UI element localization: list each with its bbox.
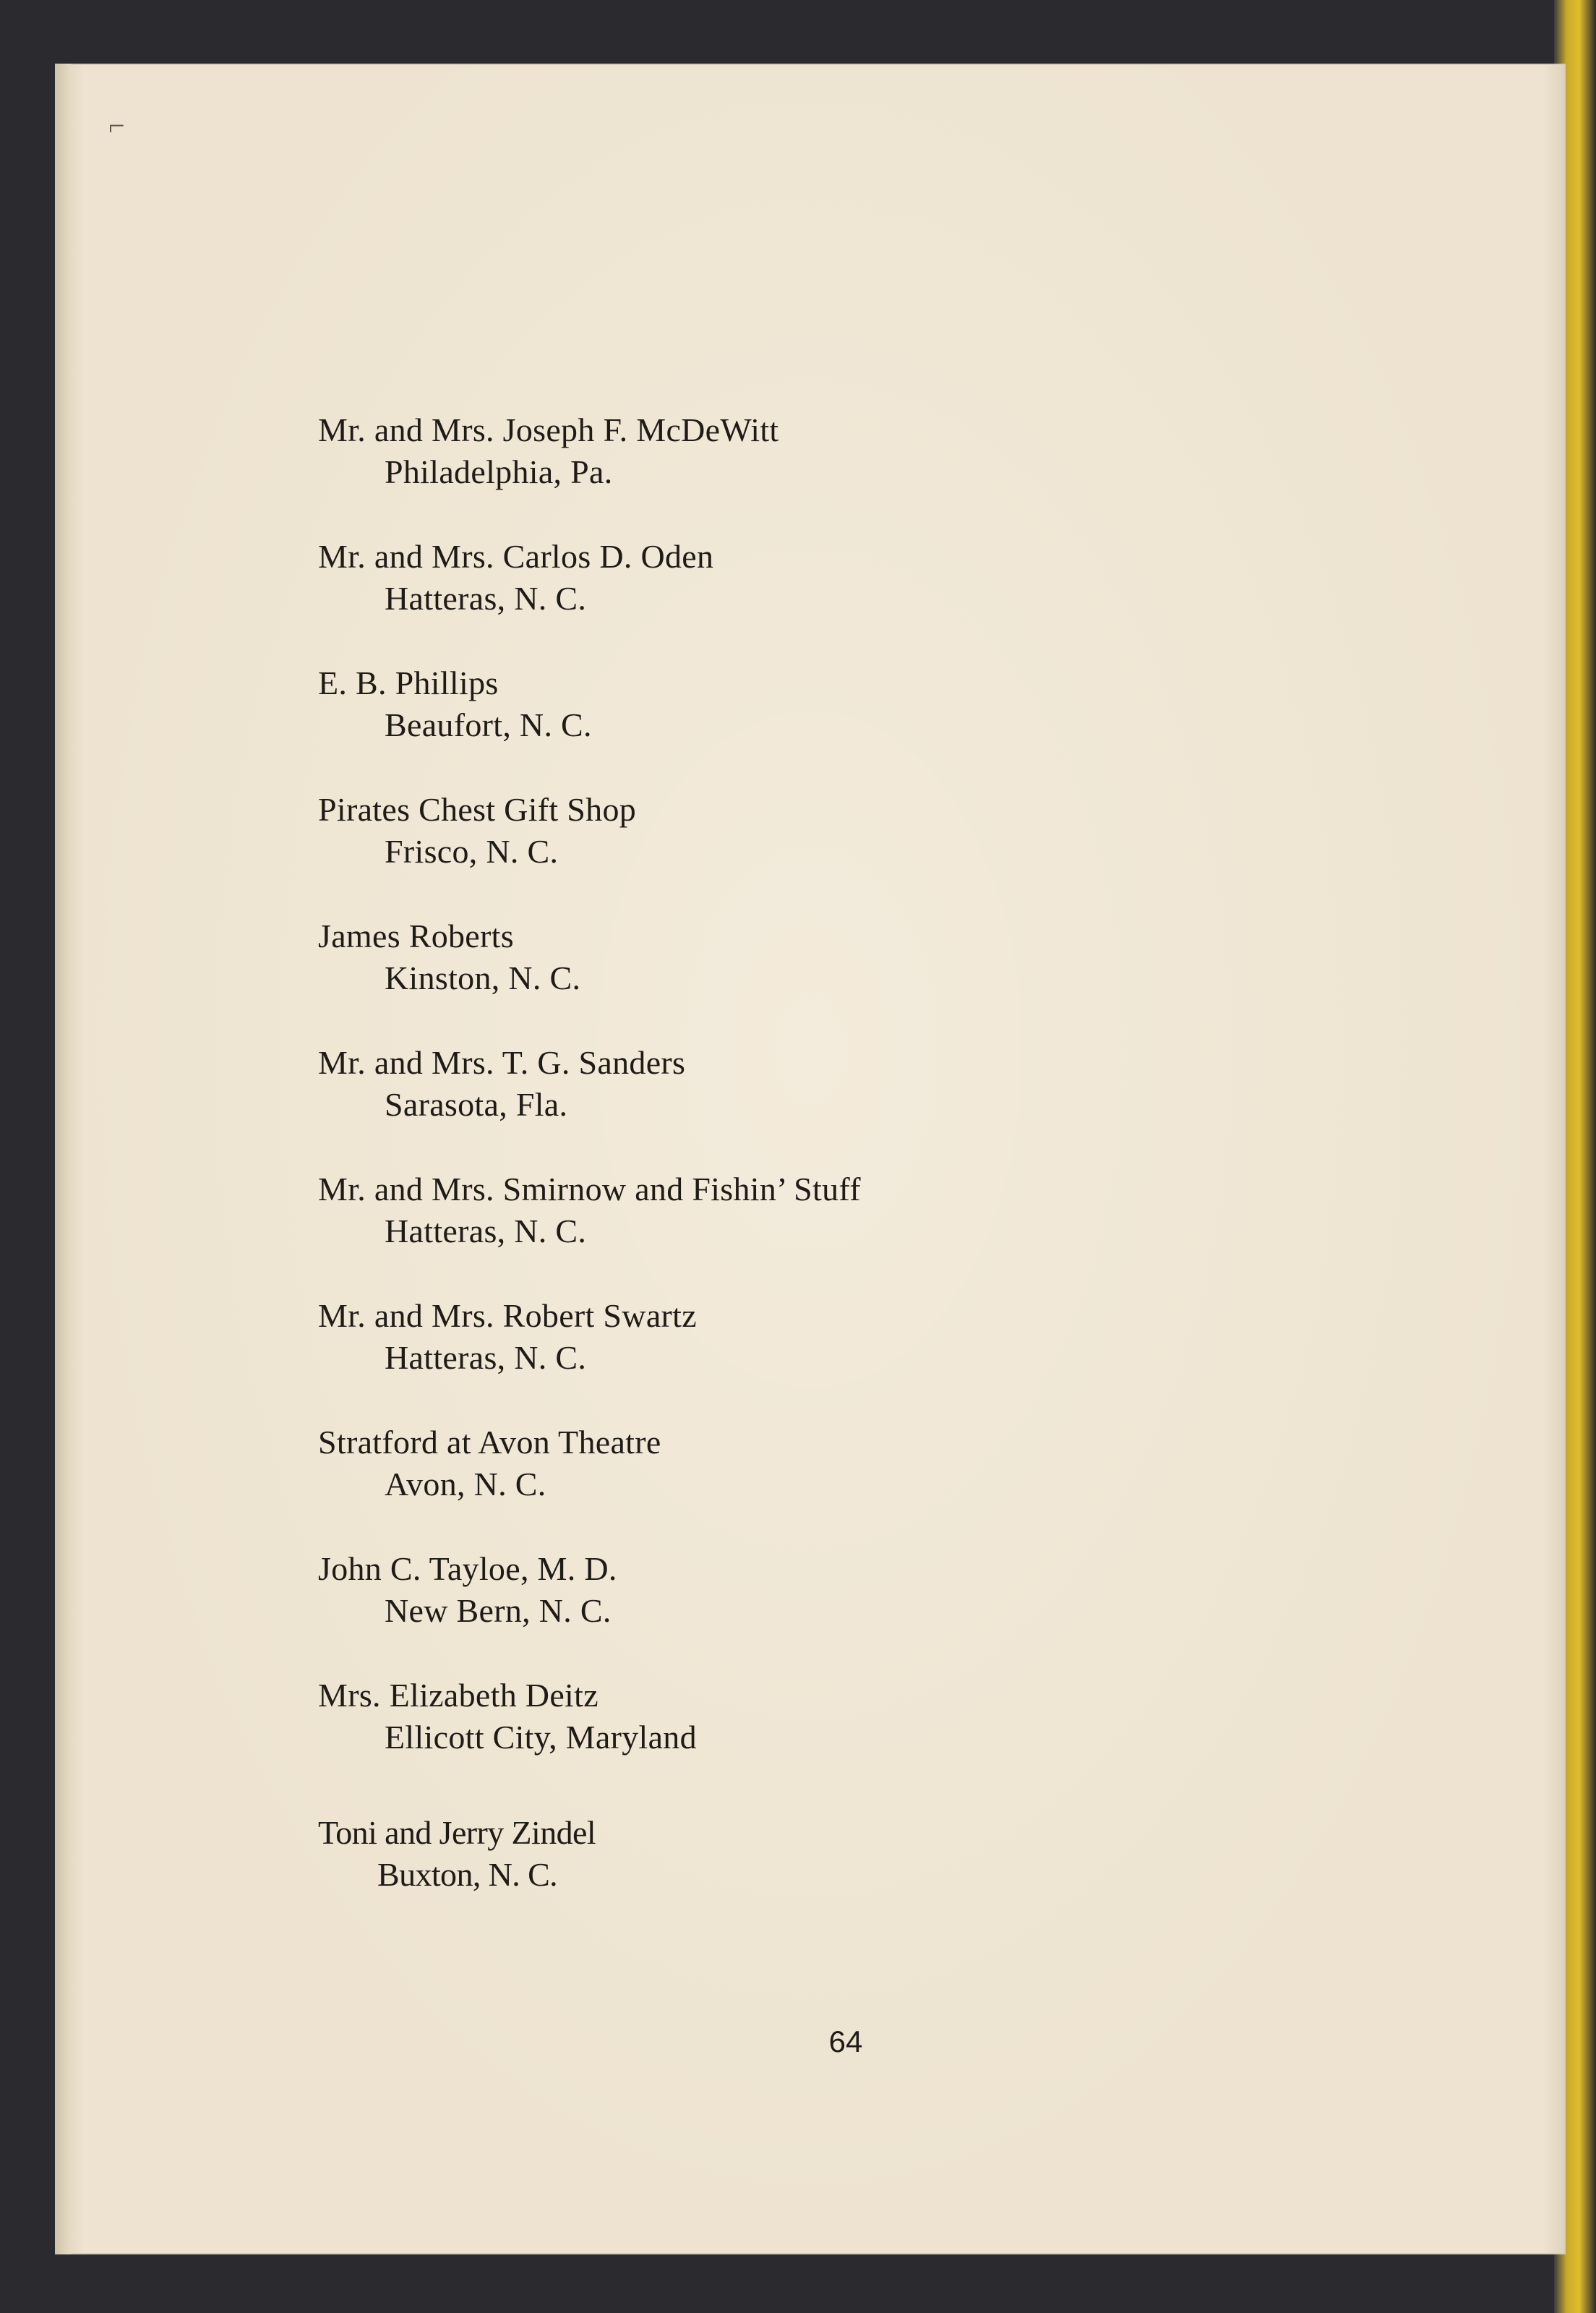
patron-name: Mr. and Mrs. Smirnow and Fishin’ Stuff xyxy=(318,1171,861,1207)
page-gutter xyxy=(55,64,71,2254)
patron-entry xyxy=(318,1295,1330,1421)
patron-name: Mrs. Elizabeth Deitz xyxy=(318,1677,598,1714)
patron-entry xyxy=(318,1548,1330,1675)
patron-name: Mr. and Mrs. T. G. Sanders xyxy=(318,1044,686,1081)
patron-name: Mr. and Mrs. Joseph F. McDeWitt xyxy=(318,411,779,448)
patron-location: Philadelphia, Pa. xyxy=(385,453,613,490)
patron-list xyxy=(318,409,1330,1938)
patron-entry xyxy=(318,789,1330,915)
patron-location: Frisco, N. C. xyxy=(385,833,559,870)
pencil-mark-icon: ⌐ xyxy=(108,109,125,142)
patron-entry xyxy=(318,1042,1330,1168)
patron-entry xyxy=(318,1168,1330,1295)
patron-location: Hatteras, N. C. xyxy=(385,1339,587,1376)
patron-name: Mr. and Mrs. Robert Swartz xyxy=(318,1297,697,1334)
patron-entry xyxy=(318,536,1330,662)
patron-name: E. B. Phillips xyxy=(318,664,499,701)
patron-location: Ellicott City, Maryland xyxy=(385,1719,697,1756)
patron-name: John C. Tayloe, M. D. xyxy=(318,1550,617,1587)
patron-entry xyxy=(318,1812,1330,1938)
patron-name: Mr. and Mrs. Carlos D. Oden xyxy=(318,538,714,575)
patron-location: Buxton, N. C. xyxy=(377,1856,558,1893)
patron-name: James Roberts xyxy=(318,918,514,954)
patron-name: Pirates Chest Gift Shop xyxy=(318,791,637,828)
patron-entry xyxy=(318,915,1330,1042)
patron-location: Hatteras, N. C. xyxy=(385,1213,587,1249)
patron-location: New Bern, N. C. xyxy=(385,1592,612,1629)
patron-name: Stratford at Avon Theatre xyxy=(318,1424,661,1461)
patron-location: Kinston, N. C. xyxy=(385,959,581,996)
patron-location: Hatteras, N. C. xyxy=(385,580,587,617)
patron-entry xyxy=(318,1675,1330,1812)
page-number: 64 xyxy=(828,2025,863,2058)
patron-entry xyxy=(318,662,1330,789)
patron-entry xyxy=(318,409,1330,536)
patron-name: Toni and Jerry Zindel xyxy=(318,1814,596,1851)
patron-location: Beaufort, N. C. xyxy=(385,706,592,743)
patron-location: Sarasota, Fla. xyxy=(385,1086,568,1123)
patron-location: Avon, N. C. xyxy=(385,1466,546,1502)
patron-entry xyxy=(318,1421,1330,1548)
